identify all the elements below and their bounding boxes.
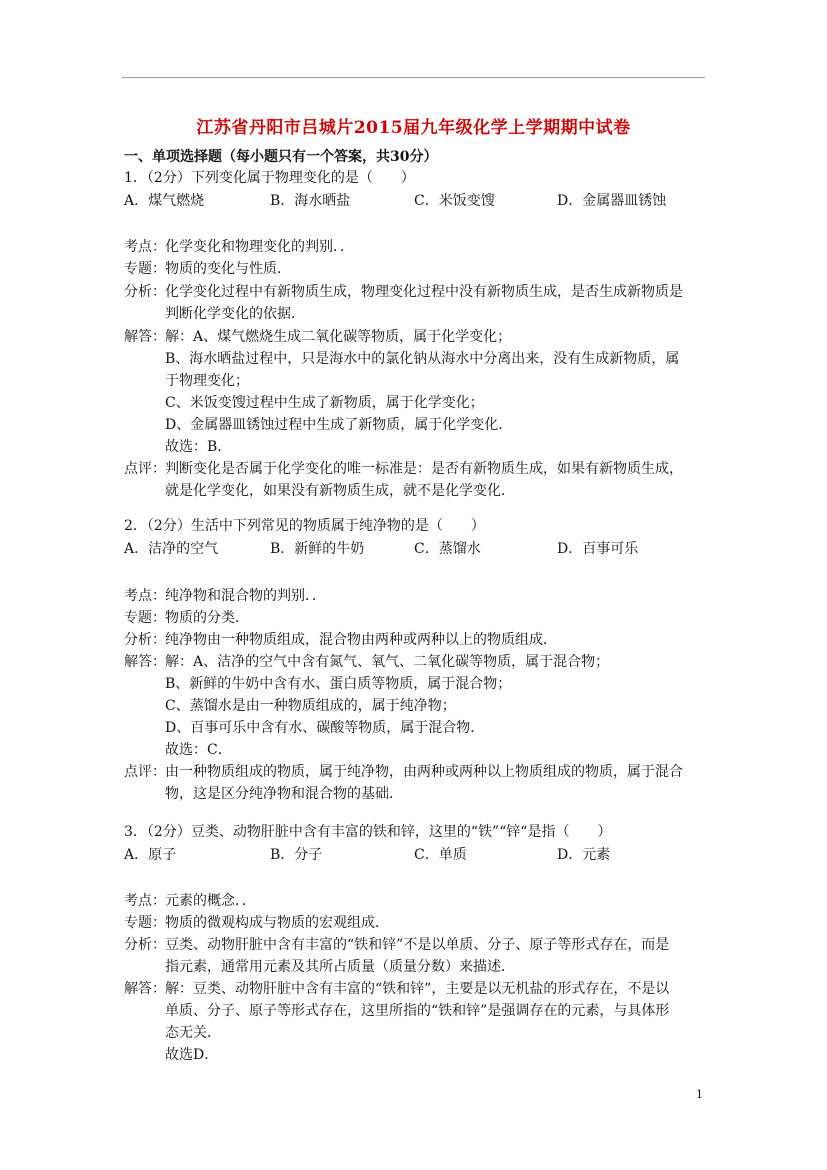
zhuanti-text: 物质的微观构成与物质的宏观组成．	[165, 915, 389, 931]
question-2-options	[124, 538, 704, 558]
question-2-stem: 2．（2分）生活中下列常见的物质属于纯净物的是（ ）	[124, 518, 485, 534]
zhuanti-label: 专题：	[124, 610, 166, 626]
jieda-text: 解：A、煤气燃烧生成二氧化碳等物质，属于化学变化；	[165, 329, 512, 345]
dianping-text: 由一种物质组成的物质，属于纯净物，由两种或两种以上物质组成的物质，属于混合	[165, 764, 683, 780]
jieda-text: 解：豆类、动物肝脏中含有丰富的“铁和锌”，主要是以无机盐的形式存在，不是以	[165, 981, 670, 997]
fenxi-text: 判断化学变化的依据．	[165, 306, 305, 322]
option-c: C．米饭变馊	[414, 193, 495, 209]
page-number: 1	[696, 1088, 703, 1101]
jieda-text: B、新鲜的牛奶中含有水、蛋白质等物质，属于混合物；	[165, 676, 512, 692]
section-heading: 一、单项选择题（每小题只有一个答案，共30分）	[124, 149, 438, 165]
option-a: A．洁净的空气	[124, 541, 219, 557]
question-3-stem: 3．（2分）豆类、动物肝脏中含有丰富的铁和锌，这里的“铁”“锌“是指（ ）	[124, 824, 612, 840]
zhuanti-text: 物质的分类．	[165, 610, 249, 626]
kaodian-label: 考点：	[124, 239, 166, 255]
jieda-label: 解答：	[124, 981, 166, 997]
option-a: A．原子	[124, 847, 177, 863]
option-d: D．百事可乐	[557, 541, 639, 557]
jieda-text: B、海水晒盐过程中，只是海水中的氯化钠从海水中分离出来，没有生成新物质，属	[165, 351, 680, 367]
jieda-text: 单质、分子、原子等形式存在，这里所指的“铁和锌”是强调存在的元素，与具体形	[165, 1003, 670, 1019]
question-3-options	[124, 844, 704, 864]
fenxi-label: 分析：	[124, 937, 166, 953]
option-a: A．煤气燃烧	[124, 193, 205, 209]
question-1-stem: 1．（2分）下列变化属于物理变化的是（ ）	[124, 170, 415, 186]
dianping-label: 点评：	[124, 764, 166, 780]
fenxi-text: 化学变化过程中有新物质生成，物理变化过程中没有新物质生成，是否生成新物质是	[165, 284, 683, 300]
jieda-text: C、米饭变馊过程中生成了新物质，属于化学变化；	[165, 395, 484, 411]
kaodian-label: 考点：	[124, 588, 166, 604]
option-c: C．单质	[414, 847, 467, 863]
jieda-text: D、金属器皿锈蚀过程中生成了新物质，属于化学变化．	[165, 417, 513, 433]
jieda-answer: 故选D．	[165, 1047, 219, 1063]
jieda-label: 解答：	[124, 654, 166, 670]
fenxi-text: 指元素，通常用元素及其所占质量（质量分数）来描述．	[165, 959, 515, 975]
page-title: 江苏省丹阳市吕城片2015届九年级化学上学期期中试卷	[196, 118, 631, 138]
fenxi-text: 豆类、动物肝脏中含有丰富的“铁和锌”不是以单质、分子、原子等形式存在，而是	[165, 937, 670, 953]
dianping-text: 判断变化是否属于化学变化的唯一标准是：是否有新物质生成，如果有新物质生成，	[165, 461, 683, 477]
option-d: D．金属器皿锈蚀	[557, 193, 667, 209]
dianping-text: 物，这是区分纯净物和混合物的基础．	[165, 786, 403, 802]
option-d: D．元素	[557, 847, 611, 863]
kaodian-label: 考点：	[124, 893, 166, 909]
kaodian-text: 纯净物和混合物的判别．．	[165, 588, 326, 604]
option-b: B．分子	[270, 847, 323, 863]
fenxi-label: 分析：	[124, 632, 166, 648]
jieda-answer: 故选：B．	[165, 439, 232, 455]
jieda-label: 解答：	[124, 329, 166, 345]
jieda-text: C、蒸馏水是由一种物质组成的，属于纯净物；	[165, 698, 456, 714]
jieda-text: 态无关．	[165, 1025, 221, 1041]
zhuanti-label: 专题：	[124, 261, 166, 277]
jieda-text: 解：A、洁净的空气中含有氮气、氧气、二氧化碳等物质，属于混合物；	[165, 654, 610, 670]
zhuanti-label: 专题：	[124, 915, 166, 931]
dianping-text: 就是化学变化，如果没有新物质生成，就不是化学变化．	[165, 483, 515, 499]
kaodian-text: 元素的概念．．	[165, 893, 256, 909]
option-b: B．海水晒盐	[270, 193, 351, 209]
kaodian-text: 化学变化和物理变化的判别．．	[165, 239, 354, 255]
fenxi-text: 纯净物由一种物质组成，混合物由两种或两种以上的物质组成．	[165, 632, 557, 648]
jieda-answer: 故选：C．	[165, 742, 232, 758]
jieda-text: D、百事可乐中含有水、碳酸等物质，属于混合物．	[165, 720, 485, 736]
zhuanti-text: 物质的变化与性质．	[165, 261, 291, 277]
question-1-options	[124, 190, 704, 210]
jieda-text: 于物理变化；	[165, 373, 249, 389]
dianping-label: 点评：	[124, 461, 166, 477]
header-rule	[122, 77, 705, 78]
fenxi-label: 分析：	[124, 284, 166, 300]
option-b: B．新鲜的牛奶	[270, 541, 365, 557]
option-c: C．蒸馏水	[414, 541, 481, 557]
